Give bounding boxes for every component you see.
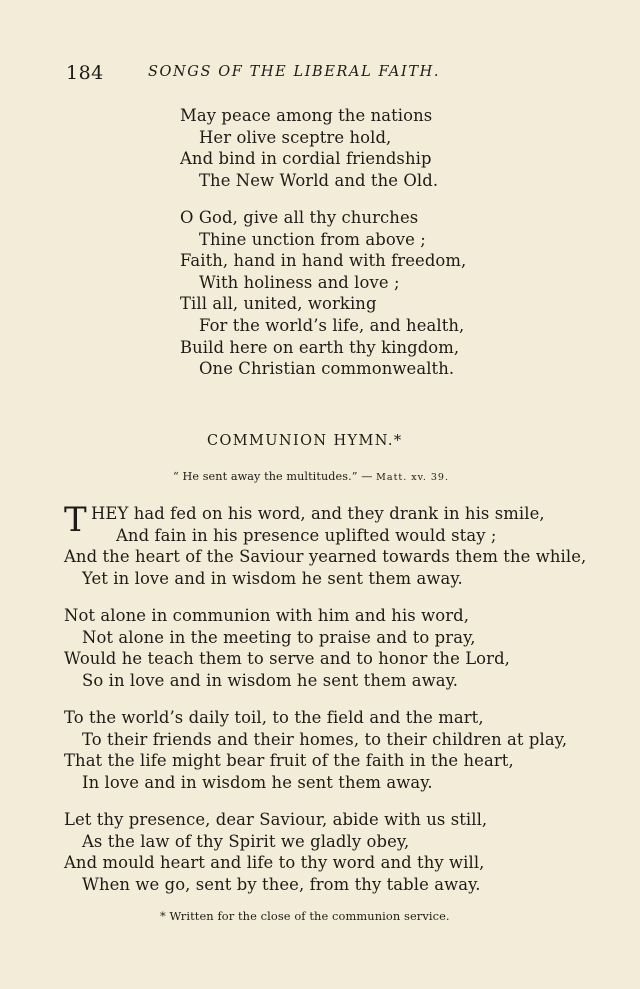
- verse-line: To their friends and their homes, to their children at play,: [82, 730, 568, 749]
- epigraph-quote: “ He sent away the multitudes.” —: [173, 470, 373, 483]
- verse-line: So in love and in wisdom he sent them away.: [82, 671, 459, 690]
- running-head: [66, 62, 486, 86]
- verse-line: And mould heart and life to thy word and thy will,: [64, 853, 485, 872]
- verse-line: Her olive sceptre hold,: [199, 128, 392, 147]
- verse-line: And the heart of the Saviour yearned towards them the while,: [64, 547, 587, 566]
- verse-line: O God, give all thy churches: [180, 208, 419, 227]
- verse-line: That the life might bear fruit of the faith in the heart,: [64, 751, 514, 770]
- verse-line: Yet in love and in wisdom he sent them away.: [82, 569, 463, 588]
- verse-line: Not alone in communion with him and his word,: [64, 606, 470, 625]
- verse-line: Till all, united, working: [180, 294, 377, 313]
- verse-line: HEY had fed on his word, and they drank in his smile,: [91, 504, 545, 523]
- verse-line: With holiness and love ;: [199, 273, 400, 292]
- epigraph: [173, 470, 449, 483]
- verse-line: Would he teach them to serve and to honor the Lord,: [64, 649, 510, 668]
- verse-line: One Christian commonwealth.: [199, 359, 455, 378]
- verse-line: Let thy presence, dear Saviour, abide with us still,: [64, 810, 488, 829]
- verse-line: And bind in cordial friendship: [180, 149, 432, 168]
- verse-line: For the world’s life, and health,: [199, 316, 465, 335]
- verse-line: And fain in his presence uplifted would stay ;: [116, 526, 497, 545]
- verse-line: As the law of thy Spirit we gladly obey,: [82, 832, 410, 851]
- drop-cap: T: [64, 500, 87, 540]
- verse-line: Faith, hand in hand with freedom,: [180, 251, 467, 270]
- epigraph-reference: Matt. xv. 39.: [376, 472, 449, 483]
- verse-line: To the world’s daily toil, to the field and the mart,: [64, 708, 484, 727]
- verse-line: The New World and the Old.: [199, 171, 439, 190]
- verse-line: When we go, sent by thee, from thy table away.: [82, 875, 481, 894]
- verse-line: In love and in wisdom he sent them away.: [82, 773, 433, 792]
- verse-line: May peace among the nations: [180, 106, 433, 125]
- verse-line: Not alone in the meeting to praise and to pray,: [82, 628, 476, 647]
- running-title: SONGS OF THE LIBERAL FAITH.: [148, 64, 441, 80]
- footnote: * Written for the close of the communion service.: [160, 909, 450, 923]
- verse-line: Thine unction from above ;: [199, 230, 426, 249]
- verse-line: Build here on earth thy kingdom,: [180, 338, 460, 357]
- hymn-title: COMMUNION HYMN.*: [207, 433, 403, 449]
- page-number: 184: [66, 62, 104, 84]
